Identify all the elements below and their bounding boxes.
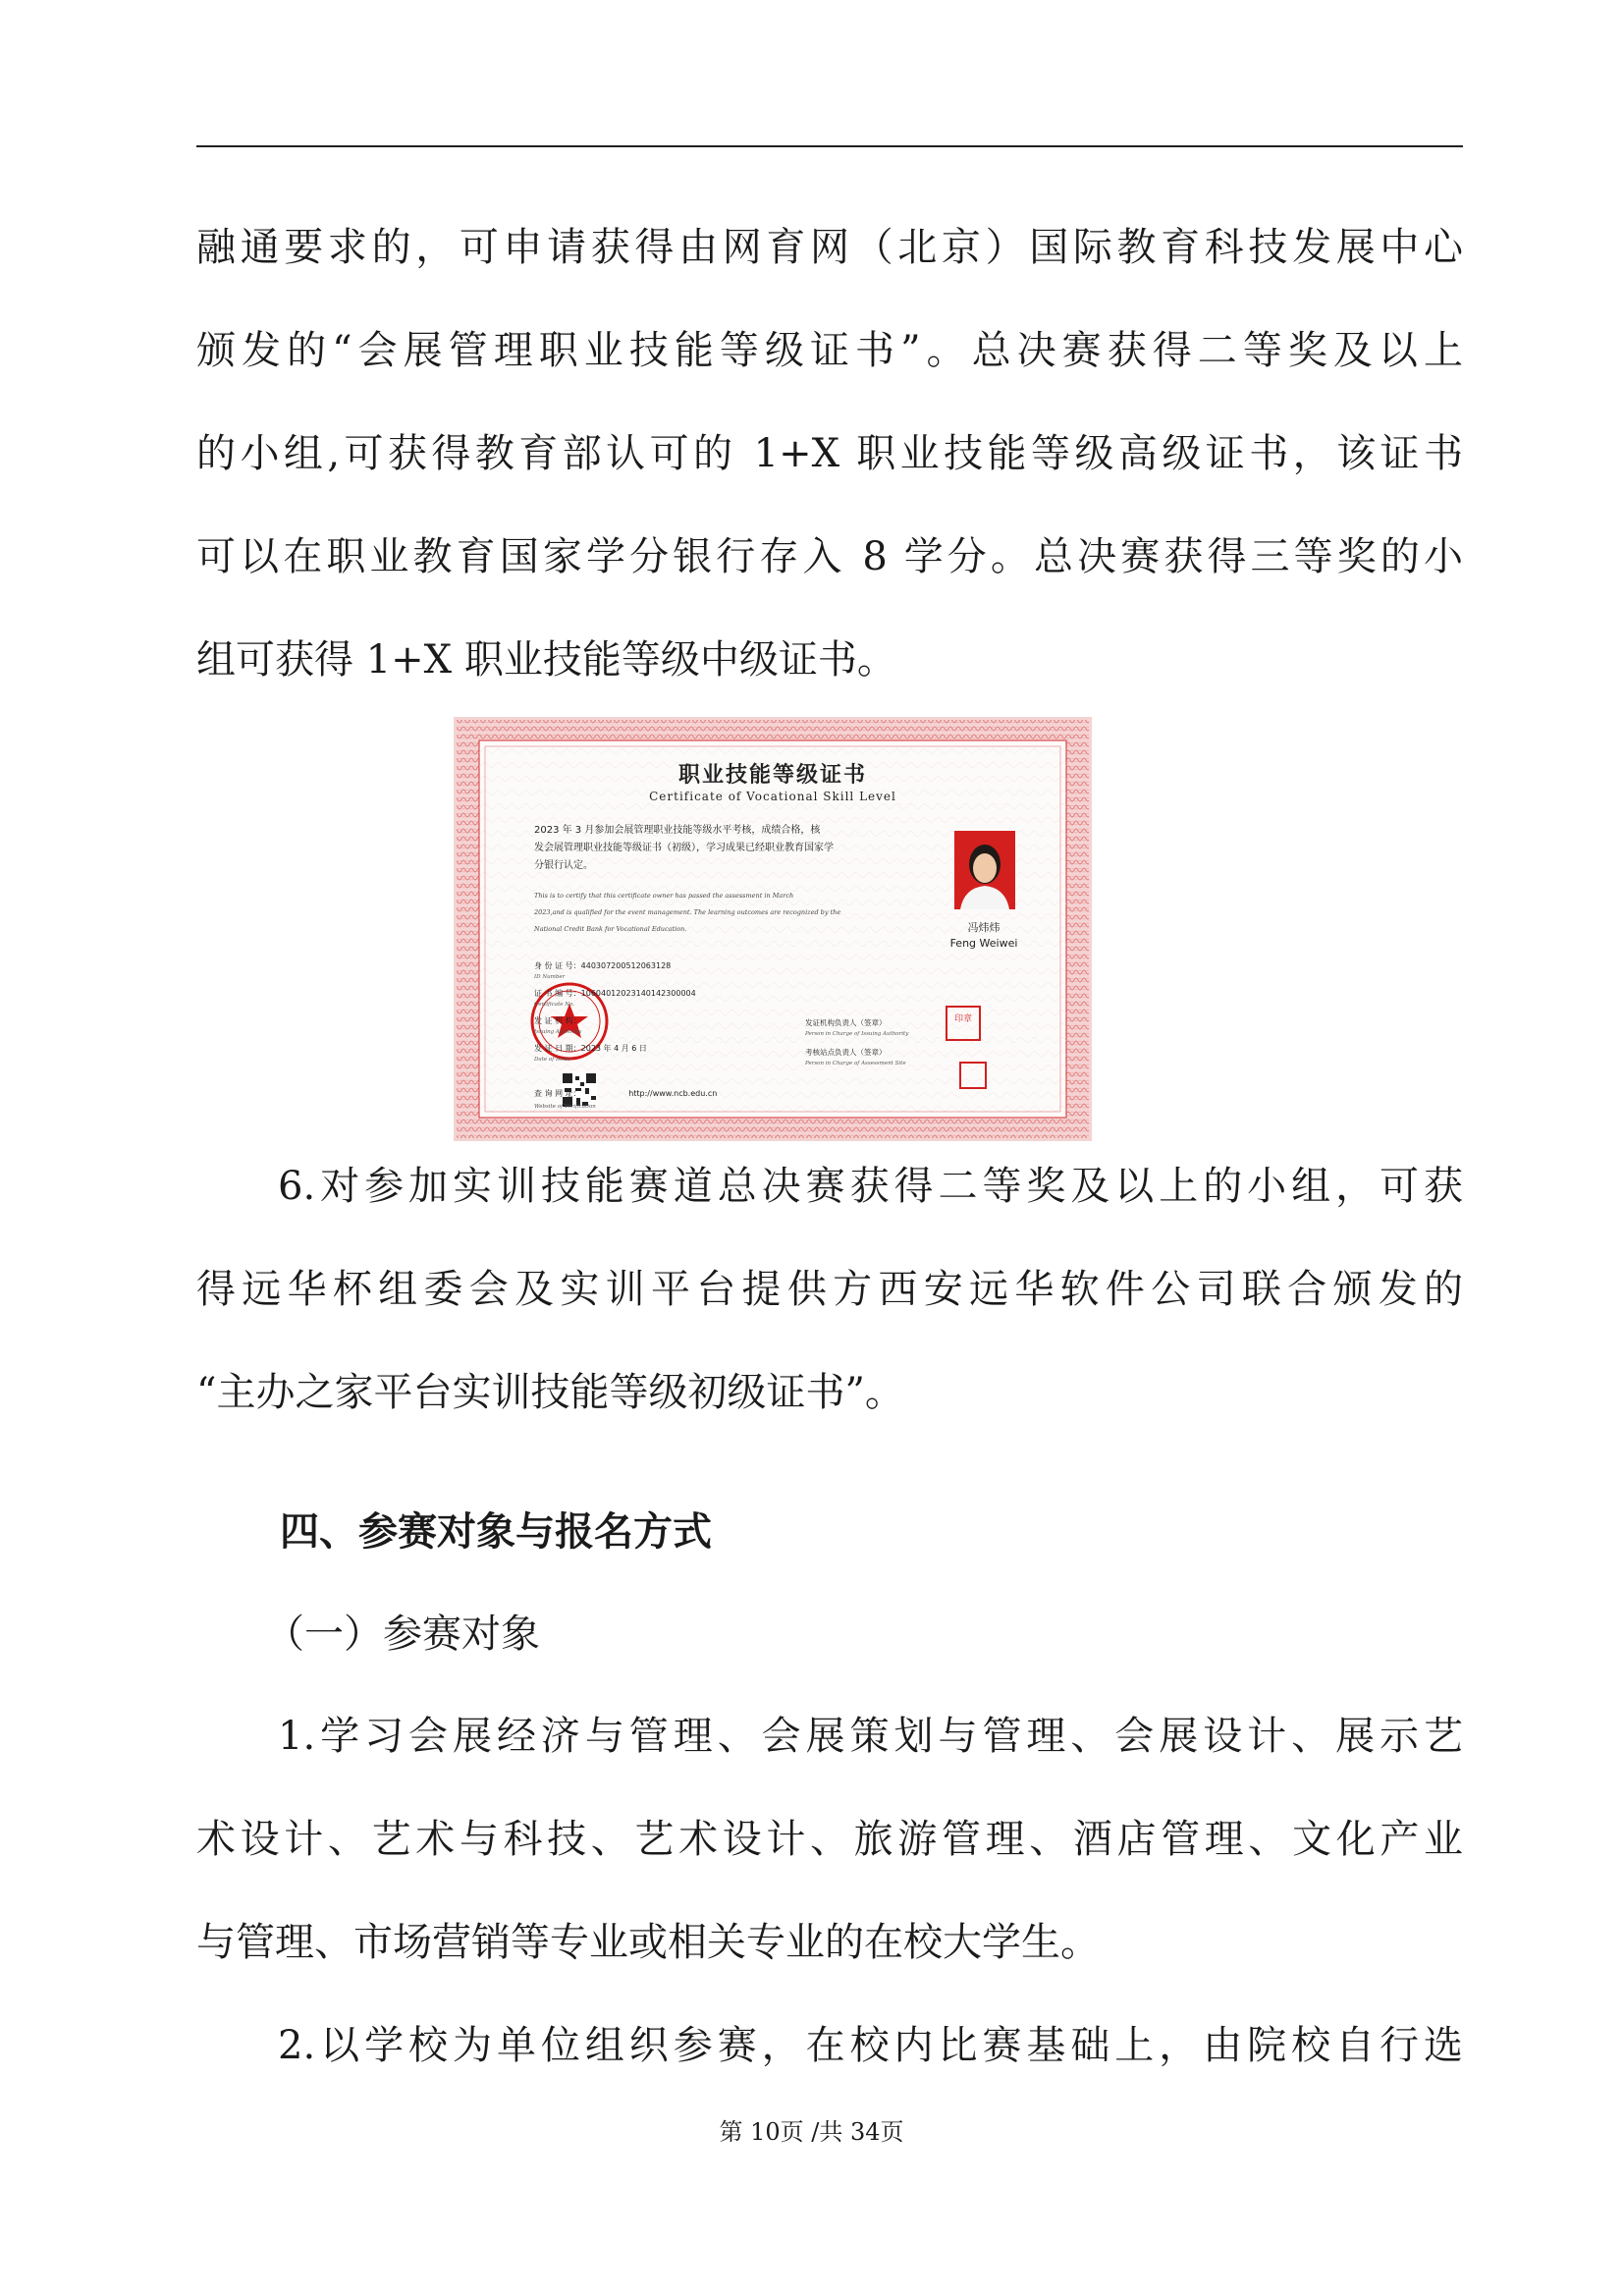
issuer-signature-label: 发证机构负责人（签章） (805, 1018, 887, 1027)
verification-site-en: Website of Verification (534, 1104, 596, 1110)
page-number: 第 10页 /共 34页 (719, 2118, 904, 2146)
header-rule (196, 145, 1463, 147)
certificate-statement-cn: 2023 年 3 月参加会展管理职业技能等级水平考核，成绩合格，核 (534, 825, 821, 836)
text-line: “主办之家平台实训技能等级初级证书”。 (196, 1370, 904, 1415)
id-number-field: 身 份 证 号：440307200512063128 (534, 961, 672, 970)
text-line: 1.学习会展经济与管理、会展策划与管理、会展设计、展示艺 (278, 1714, 1463, 1759)
verification-site-field: 查 询 网 址： http://www.ncb.edu.cn (534, 1089, 718, 1098)
issuing-authority-en: Issuing Authority (534, 1029, 582, 1035)
certificate-number-en: Certificate No. (534, 1002, 575, 1008)
certificate-statement-cn: 发会展管理职业技能等级证书（初级），学习成果已经职业教育国家学 (534, 843, 834, 853)
site-signature-label: 考核站点负责人（签章） (805, 1048, 887, 1057)
certificate-number-field: 证 书 编 号：10604012023140142300004 (534, 989, 696, 998)
certificate-subtitle: Certificate of Vocational Skill Level (649, 790, 896, 803)
holder-name-cn: 冯炜炜 (967, 921, 1001, 934)
text-line: 颁发的“会展管理职业技能等级证书”。总决赛获得二等奖及以上 (196, 328, 1463, 373)
issuer-signature-en: Person in Charge of Issuing Authority (805, 1031, 909, 1037)
text-line: 融通要求的，可申请获得由网育网（北京）国际教育科技发展中心 (196, 225, 1463, 270)
issue-date-en: Date of Issue (534, 1057, 570, 1063)
certificate-title: 职业技能等级证书 (677, 763, 867, 788)
site-signature-en: Person in Charge of Assessment Site (805, 1061, 906, 1066)
text-line: 术设计、艺术与科技、艺术设计、旅游管理、酒店管理、文化产业 (196, 1817, 1463, 1862)
certificate-statement-cn: 分银行认定。 (534, 860, 593, 871)
section-heading: 四、参赛对象与报名方式 (280, 1509, 712, 1555)
id-number-en: ID Number (534, 974, 566, 980)
subsection-heading: （一）参赛对象 (265, 1612, 540, 1657)
text-line: 的小组,可获得教育部认可的 1+X 职业技能等级高级证书，该证书 (196, 431, 1463, 476)
text-line: 组可获得 1+X 职业技能等级中级证书。 (196, 637, 896, 683)
text-line: 6.对参加实训技能赛道总决赛获得二等奖及以上的小组，可获 (278, 1164, 1463, 1209)
text-line: 2.以学校为单位组织参赛，在校内比赛基础上，由院校自行选 (278, 2023, 1463, 2068)
certificate-image (454, 717, 1092, 1141)
holder-name-en: Feng Weiwei (949, 937, 1018, 950)
holder-photo (954, 831, 1015, 909)
svg-text:印章: 印章 (953, 1014, 973, 1024)
text-line: 得远华杯组委会及实训平台提供方西安远华软件公司联合颁发的 (196, 1267, 1463, 1312)
text-line: 可以在职业教育国家学分银行存入 8 学分。总决赛获得三等奖的小 (196, 534, 1463, 579)
certificate-statement-en: 2023,and is qualified for the event management. The learning outcomes are recognized by the (534, 908, 841, 916)
certificate-statement-en: National Credit Bank for Vocational Education. (534, 925, 687, 933)
certificate-statement-en: This is to certify that this certificate owner has passed the assessment in March (534, 892, 794, 900)
issue-date-field: 发 证 日 期：2023 年 4 月 6 日 (534, 1044, 647, 1053)
text-line: 与管理、市场营销等专业或相关专业的在校大学生。 (196, 1920, 1100, 1965)
issuing-authority-field: 发 证 机 构： (534, 1016, 581, 1025)
verification-url: http://www.ncb.edu.cn (628, 1089, 718, 1098)
